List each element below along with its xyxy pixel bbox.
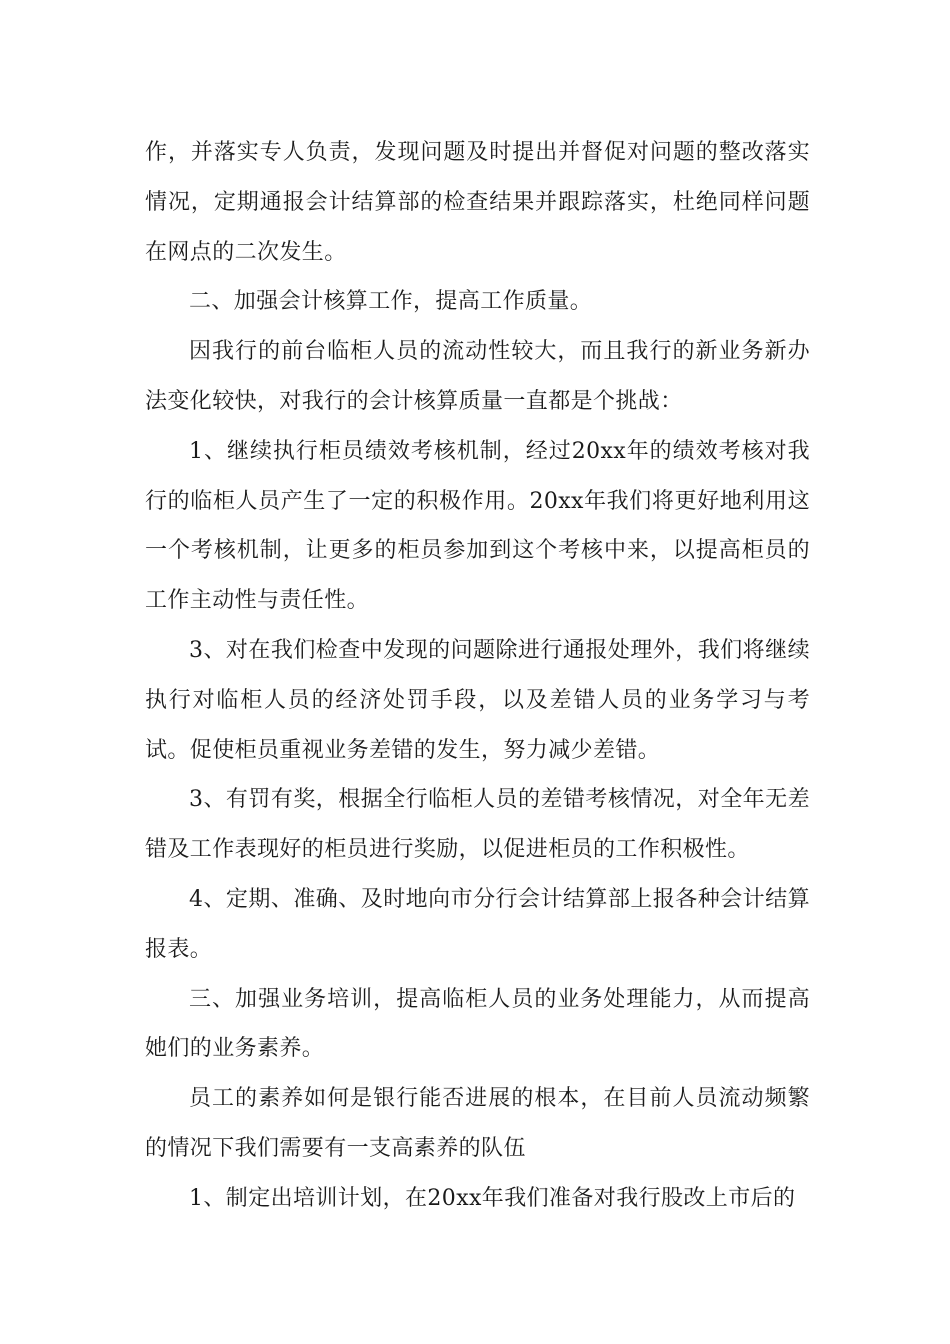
paragraph-item-1: 1、继续执行柜员绩效考核机制，经过20xx年的绩效考核对我行的临柜人员产生了一定的积极作用。20xx年我们将更好地利用这一个考核机制，让更多的柜员参加到这个考核中来，以提高柜员的工作主动性与责任性。 [145,438,810,614]
document-body [145,128,810,1224]
paragraph-item-3a: 3、对在我们检查中发现的问题除进行通报处理外，我们将继续执行对临柜人员的经济处罚手段，以及差错人员的业务学习与考试。促使柜员重视业务差错的发生，努力减少差错。 [145,637,810,763]
paragraph-heading-3: 三、加强业务培训，提高临柜人员的业务处理能力，从而提高她们的业务素养。 [145,986,810,1062]
paragraph-item-4: 4、定期、准确、及时地向市分行会计结算部上报各种会计结算报表。 [145,886,810,962]
paragraph-heading-2: 二、加强会计核算工作，提高工作质量。 [189,289,593,315]
paragraph-intro: 因我行的前台临柜人员的流动性较大，而且我行的新业务新办法变化较快，对我行的会计核算质量一直都是个挑战： [145,339,810,414]
paragraph-training-1: 1、制定出培训计划，在20xx年我们准备对我行股改上市后的 [189,1185,796,1211]
paragraph-staff-quality: 员工的素养如何是银行能否进展的根本，在目前人员流动频繁的情况下我们需要有一支高素养的队伍 [145,1086,810,1161]
paragraph-item-3b: 3、有罚有奖，根据全行临柜人员的差错考核情况，对全年无差错及工作表现好的柜员进行奖励，以促进柜员的工作积极性。 [145,787,810,863]
paragraph-continuation: 作，并落实专人负责，发现问题及时提出并督促对问题的整改落实情况，定期通报会计结算部的检查结果并跟踪落实，杜绝同样问题在网点的二次发生。 [145,140,810,265]
